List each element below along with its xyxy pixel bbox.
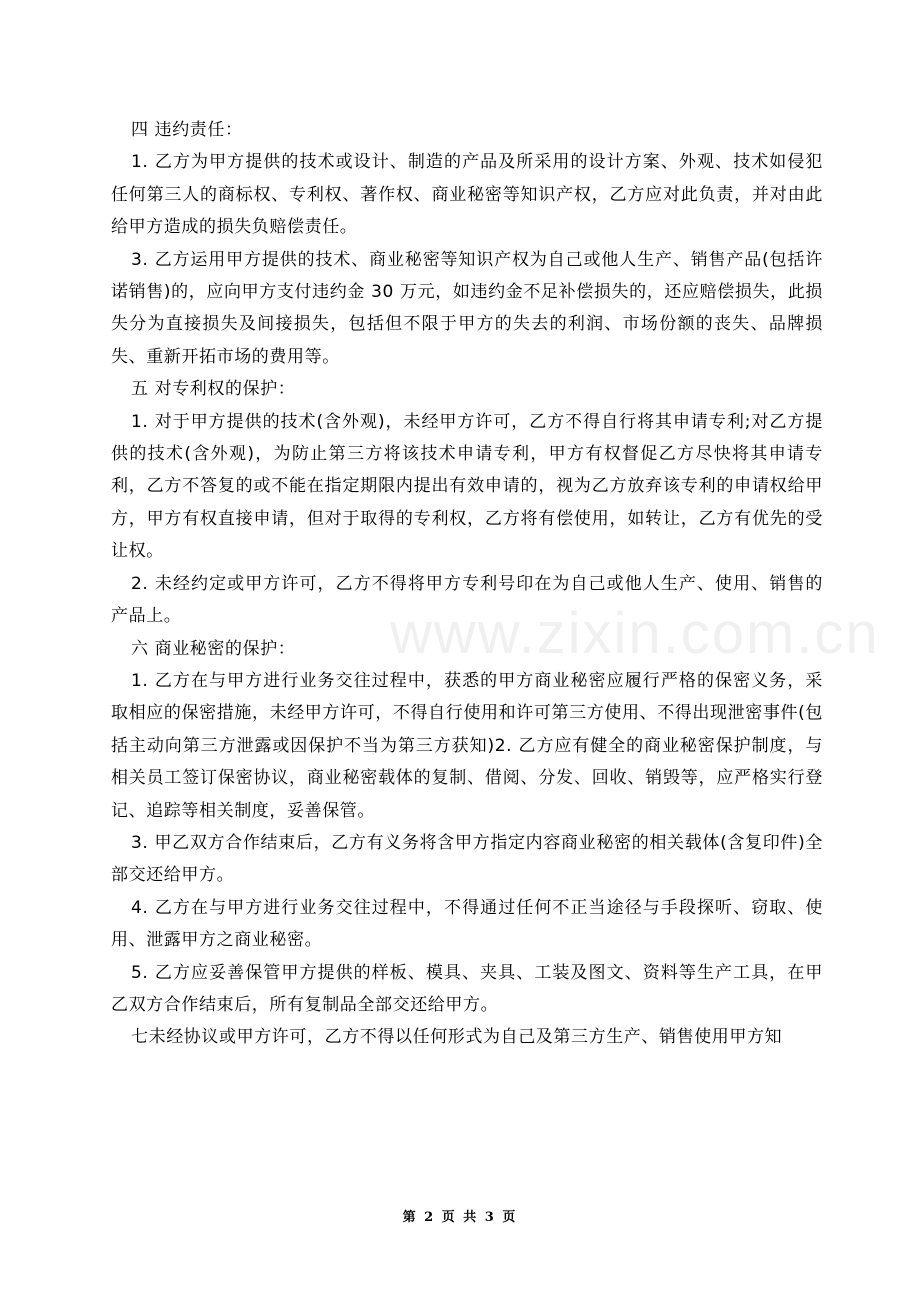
paragraph: 5. 乙方应妥善保管甲方提供的样板、模具、夹具、工装及图文、资料等生产工具，在甲乙双方合作结束后，所有复制品全部交还给甲方。	[111, 962, 823, 1015]
paragraph: 3. 乙方运用甲方提供的技术、商业秘密等知识产权为自己或他人生产、销售产品(包括许诺销售)的，应向甲方支付违约金 30 万元，如违约金不足补偿损失的，还应赔偿损失，此损失分为直接损失及间接损失，包括但不限于甲方的失去的利润、市场份额的丧失、品牌损失、重新开拓市场的费用等。	[111, 249, 823, 367]
paragraph: 1. 乙方在与甲方进行业务交往过程中，获悉的甲方商业秘密应履行严格的保密义务，采取相应的保密措施，未经甲方许可，不得自行使用和许可第三方使用、不得出现泄密事件(包括主动向第三方泄露或因保护不当为第三方获知)2. 乙方应有健全的商业秘密保护制度，与相关员工签订保密协议，商业秘密载体的复制、借阅、分发、回收、销毁等，应严格实行登记、追踪等相关制度，妥善保管。	[111, 670, 823, 821]
section-heading-breach: 四 违约责任：	[131, 120, 243, 140]
paragraph: 1. 乙方为甲方提供的技术或设计、制造的产品及所采用的设计方案、外观、技术如侵犯任何第三人的商标权、专利权、著作权、商业秘密等知识产权，乙方应对此负责，并对由此给甲方造成的损失负赔偿责任。	[111, 152, 823, 238]
watermark: www.zixin.com.cn	[390, 601, 880, 666]
section-heading-patent: 五 对专利权的保护：	[131, 379, 296, 400]
paragraph: 4. 乙方在与甲方进行业务交往过程中，不得通过任何不正当途径与手段探听、窃取、使用、泄露甲方之商业秘密。	[111, 897, 823, 951]
paragraph: 2. 未经约定或甲方许可，乙方不得将甲方专利号印在为自己或他人生产、使用、销售的产品上。	[111, 573, 823, 627]
document-body	[111, 114, 823, 1054]
page-footer: 第 2 页 共 3 页	[402, 1210, 518, 1225]
paragraph: 七未经协议或甲方许可，乙方不得以任何形式为自己及第三方生产、销售使用甲方知	[131, 1027, 783, 1048]
paragraph: 1. 对于甲方提供的技术(含外观)，未经甲方许可，乙方不得自行将其申请专利;对乙方提供的技术(含外观)，为防止第三方将该技术申请专利，甲方有权督促乙方尽快将其申请专利，乙方不答复的或不能在指定期限内提出有效申请的，视为乙方放弃该专利的申请权给甲方，甲方有权直接申请，但对于取得的专利权，乙方将有偿使用，如转让，乙方有优先的受让权。	[111, 411, 823, 562]
section-heading-trade-secret: 六 商业秘密的保护：	[131, 638, 296, 659]
paragraph: 3. 甲乙双方合作结束后，乙方有义务将含甲方指定内容商业秘密的相关载体(含复印件)全部交还给甲方。	[111, 832, 823, 886]
